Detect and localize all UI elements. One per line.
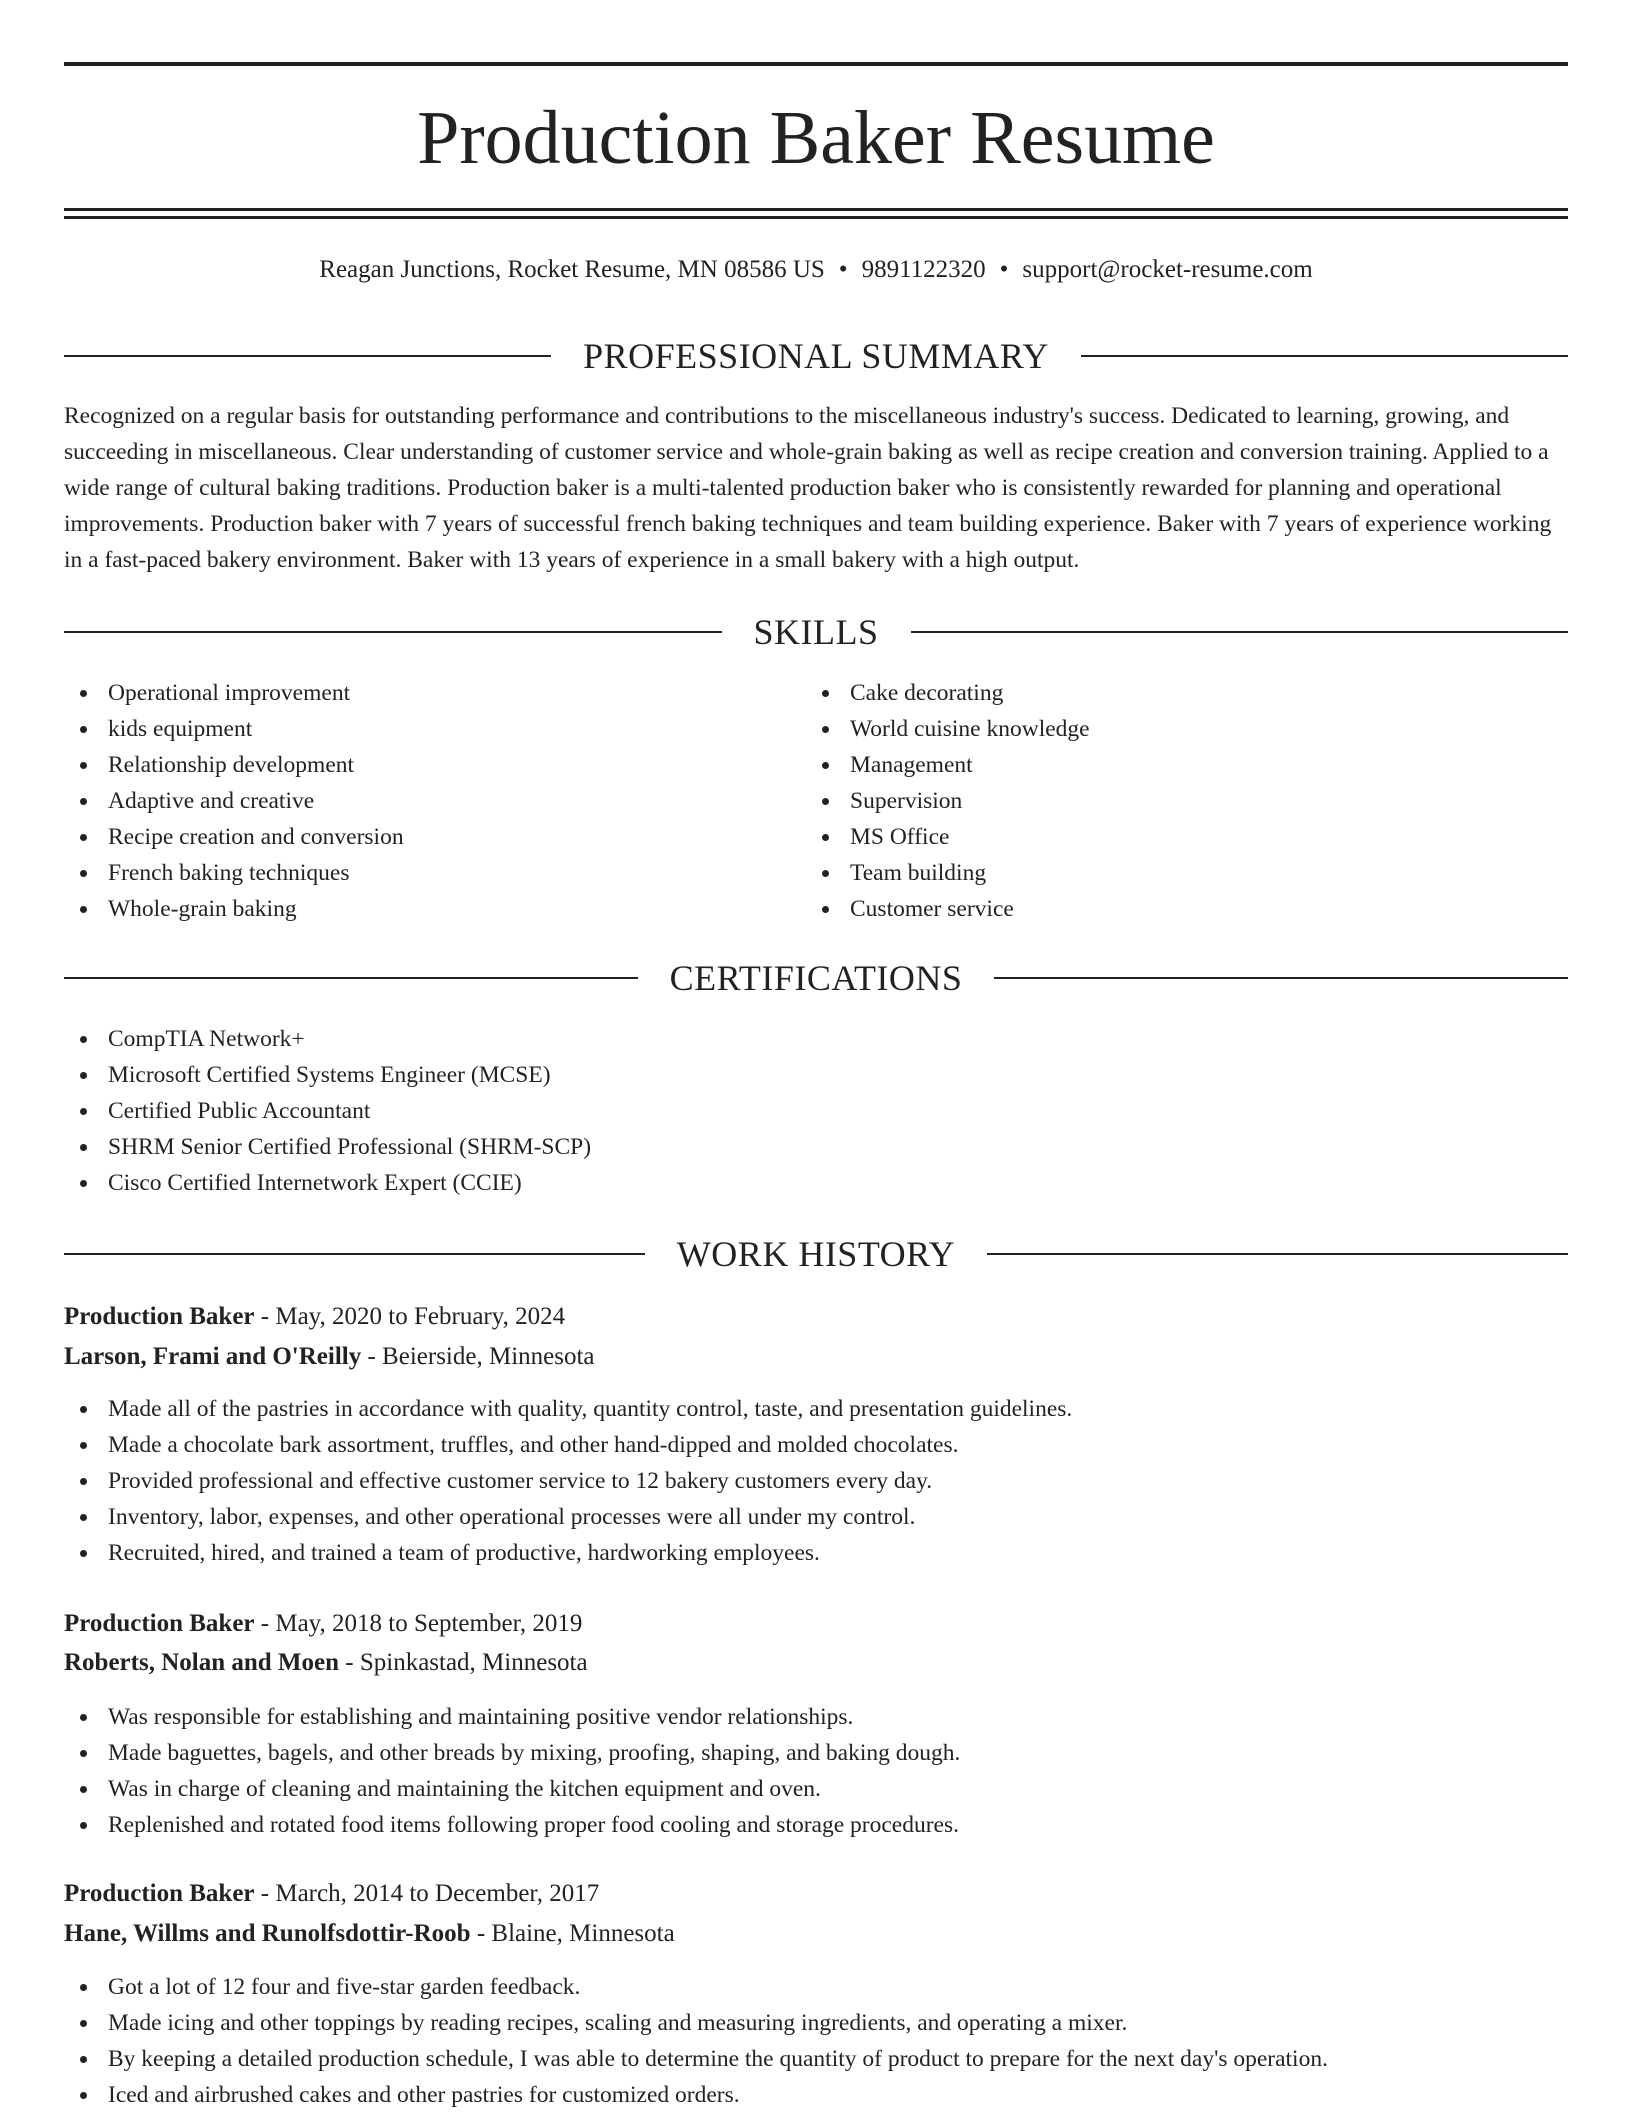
contact-separator: • xyxy=(838,256,848,283)
heading-rule xyxy=(64,631,722,633)
heading-rule xyxy=(987,1253,1568,1255)
skill-item: World cuisine knowledge xyxy=(806,711,1090,747)
job-dates: - May, 2018 to September, 2019 xyxy=(254,1610,583,1637)
job-bullet: Replenished and rotated food items following proper food cooling and storage procedures. xyxy=(64,1807,960,1843)
job-bullet: Provided professional and effective customer service to 12 bakery customers every day. xyxy=(64,1463,1072,1499)
job-company-line xyxy=(64,1644,1568,1682)
job-bullets xyxy=(64,1969,1328,2113)
job-company: Roberts, Nolan and Moen xyxy=(64,1649,340,1676)
skill-item: Team building xyxy=(806,855,1090,891)
contact-address: Reagan Junctions, Rocket Resume, MN 08586 US xyxy=(319,256,825,283)
certification-item: Microsoft Certified Systems Engineer (MCSE) xyxy=(64,1057,591,1093)
page-title: Production Baker Resume xyxy=(417,96,1215,180)
certifications-list xyxy=(64,1021,591,1201)
job-location: - Blaine, Minnesota xyxy=(470,1920,675,1947)
job-company-line xyxy=(64,1338,1568,1376)
job-company: Larson, Frami and O'Reilly xyxy=(64,1343,362,1370)
job-title-line xyxy=(64,1298,1568,1336)
skill-item: French baking techniques xyxy=(64,855,404,891)
certification-item: CompTIA Network+ xyxy=(64,1021,591,1057)
certifications-heading xyxy=(64,958,1568,998)
certifications-heading-text: CERTIFICATIONS xyxy=(669,958,963,998)
job-title-line xyxy=(64,1605,1568,1643)
certification-item: Certified Public Accountant xyxy=(64,1093,591,1129)
job-title: Production Baker xyxy=(64,1610,255,1637)
heading-rule xyxy=(64,977,638,979)
skill-item: MS Office xyxy=(806,819,1090,855)
skill-item: kids equipment xyxy=(64,711,404,747)
heading-rule xyxy=(911,631,1569,633)
skills-list-right xyxy=(806,675,1090,927)
skill-item: Supervision xyxy=(806,783,1090,819)
job-bullet: Made a chocolate bark assortment, truffles, and other hand-dipped and molded chocolates. xyxy=(64,1427,1072,1463)
job-bullet: Iced and airbrushed cakes and other pastries for customized orders. xyxy=(64,2077,1328,2113)
title-rule-upper xyxy=(64,208,1568,211)
job-bullet: Was responsible for establishing and maintaining positive vendor relationships. xyxy=(64,1699,960,1735)
job-company-line xyxy=(64,1915,1568,1953)
job-company: Hane, Willms and Runolfsdottir-Roob xyxy=(64,1920,471,1947)
certification-item: SHRM Senior Certified Professional (SHRM-SCP) xyxy=(64,1129,591,1165)
skills-list-left xyxy=(64,675,404,927)
job-bullet: Made icing and other toppings by reading recipes, scaling and measuring ingredients, and operating a mixer. xyxy=(64,2005,1328,2041)
summary-heading-text: PROFESSIONAL SUMMARY xyxy=(583,336,1049,376)
job-dates: - March, 2014 to December, 2017 xyxy=(254,1880,600,1907)
summary-text: Recognized on a regular basis for outstanding performance and contributions to the miscellaneous industry's success. Dedicated to learning, growing, and succeeding in miscellaneous. Clear understanding of customer service and whole-grain baking as well as recipe creation and conversion training. Applied to a wide range of cultural baking traditions. Production baker is a multi-talented production baker who is consistently rewarded for planning and operational improvements. Production baker with 7 years of successful french baking techniques and team building experience. Baker with 7 years of experience working in a fast-paced bakery environment. Baker with 13 years of experience in a small bakery with a high output. xyxy=(64,403,1552,573)
skills-heading-text: SKILLS xyxy=(753,612,879,652)
job-location: - Spinkastad, Minnesota xyxy=(339,1649,588,1676)
job-location: - Beierside, Minnesota xyxy=(361,1343,595,1370)
work-history-heading-text: WORK HISTORY xyxy=(676,1234,956,1274)
title-rule-lower xyxy=(64,216,1568,219)
contact-separator: • xyxy=(999,256,1009,283)
contact-email: support@rocket-resume.com xyxy=(1022,256,1313,283)
job-bullet: Inventory, labor, expenses, and other operational processes were all under my control. xyxy=(64,1499,1072,1535)
summary-heading xyxy=(64,336,1568,376)
skill-item: Relationship development xyxy=(64,747,404,783)
job-title-line xyxy=(64,1875,1568,1913)
job-bullets xyxy=(64,1699,960,1843)
job-title: Production Baker xyxy=(64,1880,255,1907)
job-bullet: Made baguettes, bagels, and other breads by mixing, proofing, shaping, and baking dough. xyxy=(64,1735,960,1771)
job-bullet: Recruited, hired, and trained a team of productive, hardworking employees. xyxy=(64,1535,1072,1571)
skill-item: Customer service xyxy=(806,891,1090,927)
top-rule xyxy=(64,62,1568,66)
job-dates: - May, 2020 to February, 2024 xyxy=(254,1303,566,1330)
job-title: Production Baker xyxy=(64,1303,255,1330)
heading-rule xyxy=(994,977,1568,979)
certification-item: Cisco Certified Internetwork Expert (CCIE) xyxy=(64,1165,591,1201)
job-bullet: By keeping a detailed production schedule, I was able to determine the quantity of product to prepare for the next day's operation. xyxy=(64,2041,1328,2077)
skill-item: Adaptive and creative xyxy=(64,783,404,819)
contact-line xyxy=(64,252,1568,288)
heading-rule xyxy=(64,355,551,357)
skills-heading xyxy=(64,612,1568,652)
job-bullet: Was in charge of cleaning and maintaining the kitchen equipment and oven. xyxy=(64,1771,960,1807)
work-history-heading xyxy=(64,1234,1568,1274)
contact-phone: 9891122320 xyxy=(861,256,986,283)
job-bullet: Made all of the pastries in accordance with quality, quantity control, taste, and presentation guidelines. xyxy=(64,1391,1072,1427)
skill-item: Cake decorating xyxy=(806,675,1090,711)
skill-item: Management xyxy=(806,747,1090,783)
skill-item: Operational improvement xyxy=(64,675,404,711)
job-bullet: Got a lot of 12 four and five-star garden feedback. xyxy=(64,1969,1328,2005)
job-bullets xyxy=(64,1391,1072,1571)
skill-item: Whole-grain baking xyxy=(64,891,404,927)
heading-rule xyxy=(1081,355,1568,357)
heading-rule xyxy=(64,1253,645,1255)
skill-item: Recipe creation and conversion xyxy=(64,819,404,855)
